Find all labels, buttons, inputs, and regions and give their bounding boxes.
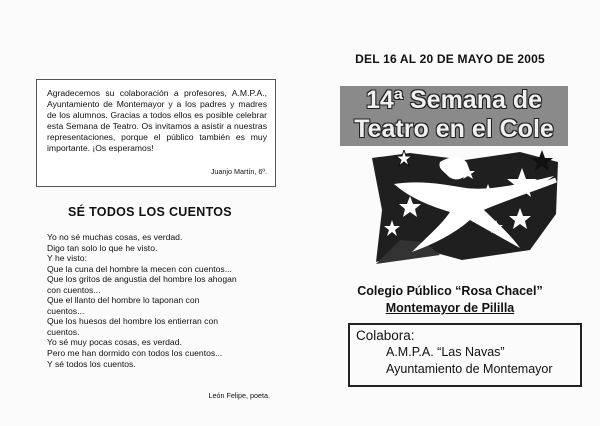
poem-line: Que el llanto del hombre lo taponan con <box>47 295 200 306</box>
school-town: Montemayor de Pililla <box>385 301 515 315</box>
poem-line: Yo no sé muchas cosas, es verdad. <box>47 232 183 242</box>
poem <box>47 232 273 369</box>
event-title-line-2: Teatro en el Cole <box>354 115 554 143</box>
poem-line: Yo sé muy pocas cosas, es verdad. <box>47 337 182 348</box>
school-name: Colegio Público “Rosa Chacel” <box>357 284 543 298</box>
poem-line: Pero me han dormido con todos los cuentos... <box>47 348 223 359</box>
poem-line: Digo tan solo lo que he visto. <box>47 242 158 253</box>
poem-author: León Felipe, poeta. <box>208 391 270 400</box>
school-name-block <box>300 283 600 317</box>
event-title <box>340 86 568 144</box>
collaborators-title: Colabora: <box>356 328 415 343</box>
theatre-logo-illustration <box>370 150 560 265</box>
collaborator-item: A.M.P.A. “Las Navas” <box>386 345 505 359</box>
poem-line: cuentos. <box>47 326 80 337</box>
poem-line: Y he visto: <box>47 253 87 264</box>
collaborator-item: Ayuntamiento de Montemayor <box>386 362 553 376</box>
poem-line: Que los gritos de angustia del hombre los ahogan <box>47 274 237 285</box>
poem-line: Que la cuna del hombre la mecen con cuentos... <box>47 263 232 274</box>
poem-line: Y sé todos los cuentos. <box>47 358 136 369</box>
right-page <box>300 0 600 426</box>
poem-line: con cuentos... <box>47 284 101 295</box>
poem-line: cuentos... <box>47 305 85 316</box>
thanks-signature: Juanjo Martín, 6º. <box>210 167 267 176</box>
event-title-line-1: 14ª Semana de <box>365 86 542 114</box>
poem-line: Que los huesos del hombre los entierran con <box>47 316 219 327</box>
event-dates: DEL 16 AL 20 DE MAYO DE 2005 <box>355 52 545 66</box>
thanks-text: Agradecemos su colaboración a profesores, A.M.P.A., Ayuntamiento de Montemayor y a los padres y madres de los alumnos. Gracias a todos ellos es posible celebrar esta Semana de Teatro. Os invitamos a asistir a nuestras representaciones, porque el público también es muy importante. ¡Os esperamos! <box>47 88 267 153</box>
thanks-box <box>36 79 276 187</box>
poem-title: SÉ TODOS LOS CUENTOS <box>68 205 232 219</box>
collaborators-box <box>348 323 582 387</box>
